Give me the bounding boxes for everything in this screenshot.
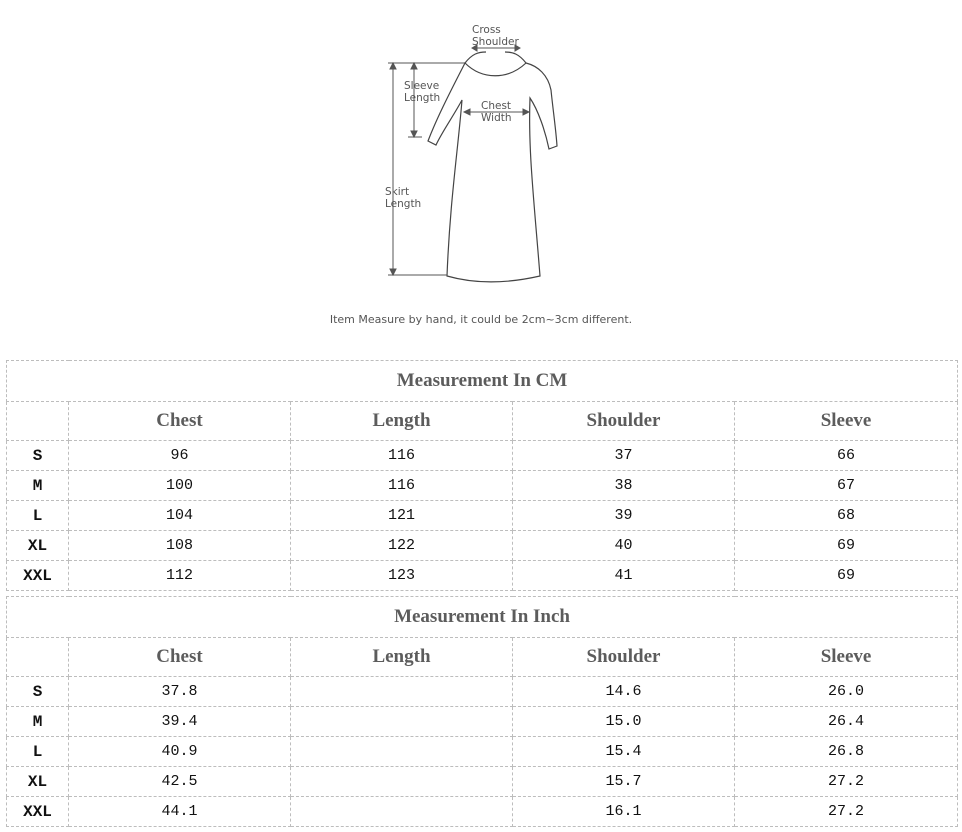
length-cell: 116 [291,471,513,501]
sleeve-cell: 69 [735,561,958,591]
chest-cell: 44.1 [69,797,291,827]
chest-width-label-1: Chest [481,100,512,112]
table-row [7,471,958,501]
inch-measurement-table [6,596,958,827]
sleeve-cell: 66 [735,441,958,471]
header-size [7,638,69,677]
size-cell: XL [7,767,69,797]
chest-cell: 39.4 [69,707,291,737]
skirt-length-label-2: Length [385,198,422,210]
size-cell: XXL [7,797,69,827]
size-cell: M [7,707,69,737]
chest-cell: 37.8 [69,677,291,707]
header-chest: Chest [69,638,291,677]
shoulder-cell: 15.7 [513,767,735,797]
table-row [7,797,958,827]
table-row [7,531,958,561]
measurement-note: Item Measure by hand, it could be 2cm~3cm different. [329,313,633,326]
shoulder-cell: 16.1 [513,797,735,827]
cross-shoulder-label-1: Cross [472,24,501,36]
length-cell [291,677,513,707]
size-cell: L [7,737,69,767]
shoulder-cell: 15.0 [513,707,735,737]
shoulder-cell: 40 [513,531,735,561]
sleeve-cell: 26.4 [735,707,958,737]
shoulder-cell: 14.6 [513,677,735,707]
header-sleeve: Sleeve [735,402,958,441]
length-cell: 122 [291,531,513,561]
size-cell: S [7,677,69,707]
length-cell [291,737,513,767]
chest-cell: 104 [69,501,291,531]
size-cell: L [7,501,69,531]
table-row [7,737,958,767]
dress-outline [428,52,557,282]
chest-cell: 112 [69,561,291,591]
chest-cell: 96 [69,441,291,471]
table-row [7,501,958,531]
table-row [7,767,958,797]
header-sleeve: Sleeve [735,638,958,677]
length-cell [291,767,513,797]
header-shoulder: Shoulder [513,638,735,677]
sleeve-cell: 26.0 [735,677,958,707]
sleeve-cell: 27.2 [735,797,958,827]
chest-width-label-2: Width [481,112,512,124]
size-cell: M [7,471,69,501]
header-shoulder: Shoulder [513,402,735,441]
shoulder-cell: 37 [513,441,735,471]
skirt-length-label-1: Skirt [385,186,410,198]
header-size [7,402,69,441]
shoulder-cell: 38 [513,471,735,501]
chest-cell: 108 [69,531,291,561]
chest-cell: 100 [69,471,291,501]
table-row [7,561,958,591]
sleeve-cell: 26.8 [735,737,958,767]
table-row [7,677,958,707]
sleeve-cell: 69 [735,531,958,561]
dress-measurement-diagram [0,0,962,350]
header-length: Length [291,402,513,441]
shoulder-cell: 41 [513,561,735,591]
length-cell [291,707,513,737]
length-cell: 123 [291,561,513,591]
size-cell: XXL [7,561,69,591]
sleeve-cell: 68 [735,501,958,531]
header-length: Length [291,638,513,677]
table-row [7,707,958,737]
sleeve-length-label-1: Sleeve [404,80,440,92]
header-chest: Chest [69,402,291,441]
cm-measurement-table [6,360,958,591]
shoulder-cell: 39 [513,501,735,531]
size-cell: S [7,441,69,471]
table-row [7,441,958,471]
table-title: Measurement In Inch [7,597,958,638]
table-title: Measurement In CM [7,361,958,402]
length-cell: 116 [291,441,513,471]
sleeve-length-label-2: Length [404,92,441,104]
size-cell: XL [7,531,69,561]
length-cell: 121 [291,501,513,531]
shoulder-cell: 15.4 [513,737,735,767]
chest-cell: 42.5 [69,767,291,797]
length-cell [291,797,513,827]
sleeve-cell: 27.2 [735,767,958,797]
chest-cell: 40.9 [69,737,291,767]
cross-shoulder-label-2: Shoulder [472,36,519,48]
sleeve-cell: 67 [735,471,958,501]
